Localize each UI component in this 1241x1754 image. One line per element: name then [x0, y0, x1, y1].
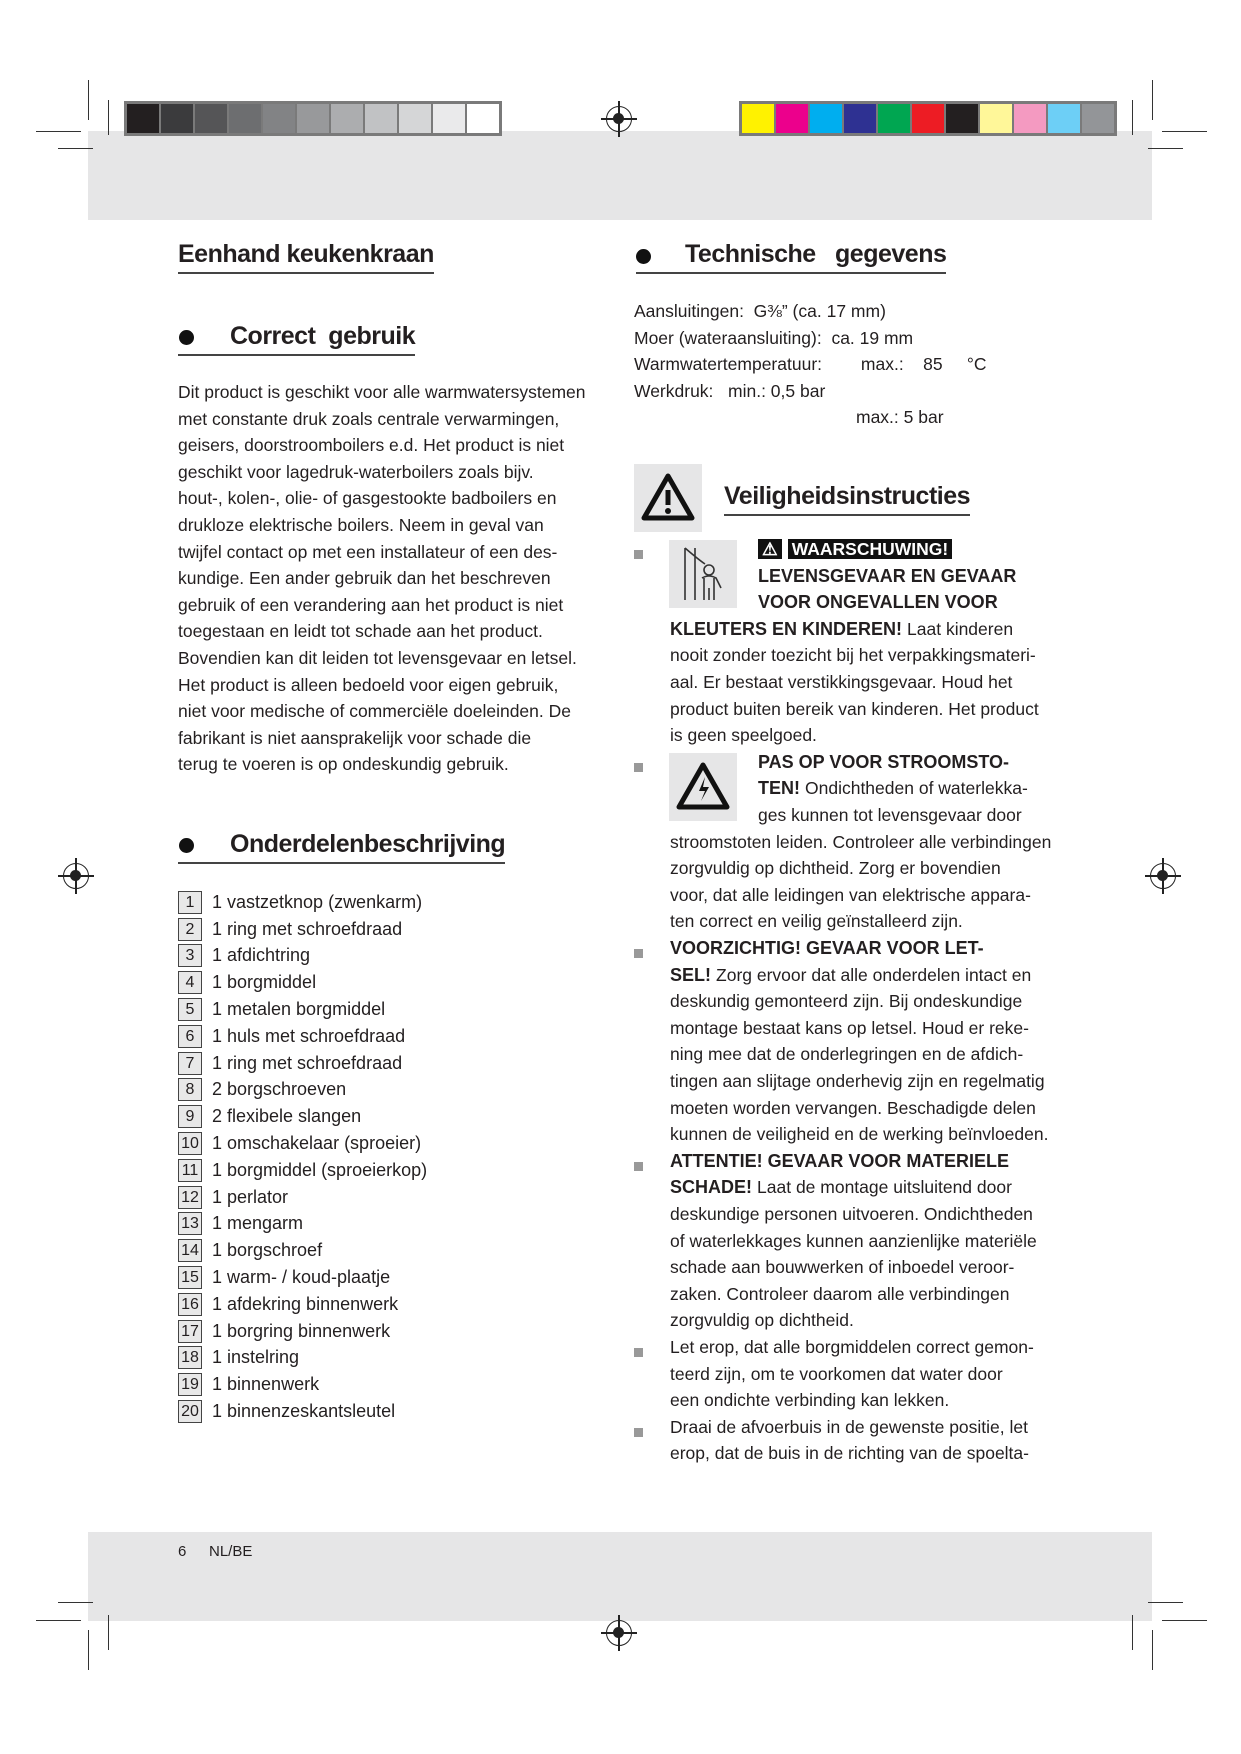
paragraph-line: geisers, doorstroomboilers e.d. Het product is niet	[178, 435, 565, 456]
body-text: montage bestaat kans op letsel. Houd er reke-	[670, 1017, 1029, 1038]
color-swatch	[161, 104, 193, 133]
registration-mark-icon	[606, 106, 632, 132]
instruction-line	[670, 855, 1001, 882]
body-text: stroomstoten leiden. Controleer alle verbindingen	[670, 831, 1052, 852]
child-hazard-icon	[669, 540, 737, 608]
instruction-line	[670, 829, 1051, 856]
color-swatch	[127, 104, 159, 133]
section-heading-parts: Onderdelenbeschrijving	[178, 830, 505, 864]
spec-line: max.: 5 bar	[856, 407, 944, 428]
color-swatch	[331, 104, 363, 133]
paragraph-line: twijfel contact op met een installateur of een des-	[178, 541, 558, 562]
instruction-line	[670, 1334, 1034, 1361]
list-item	[178, 1130, 427, 1157]
body-text: deskundig gemonteerd zijn. Bij ondeskundige	[670, 991, 1023, 1012]
body-text: product buiten bereik van kinderen. Het product	[670, 698, 1039, 719]
paragraph-line: drukloze elektrische boilers. Neem in geval van	[178, 514, 544, 535]
part-number-badge: 1	[178, 891, 202, 914]
part-description: 1 huls met schroefdraad	[212, 1025, 406, 1046]
language-code: NL/BE	[209, 1543, 253, 1560]
crop-mark	[108, 1615, 109, 1650]
page-number: 6	[178, 1543, 187, 1560]
emphasis-text: ATTENTIE! GEVAAR VOOR MATERIELE	[670, 1150, 1010, 1171]
body-text: nooit zonder toezicht bij het verpakkingsmateri-	[670, 645, 1036, 666]
instruction-line	[670, 988, 1022, 1015]
crop-mark	[1132, 100, 1133, 135]
part-description: 1 borgmiddel	[212, 972, 317, 993]
registration-mark-icon	[63, 863, 89, 889]
part-description: 2 borgschroeven	[212, 1079, 347, 1100]
emphasis-text: TEN!	[758, 778, 805, 799]
body-text: teerd zijn, om te voorkomen dat water door	[670, 1363, 1003, 1384]
crop-mark	[88, 1630, 89, 1670]
part-number-badge: 8	[178, 1078, 202, 1101]
crop-mark	[36, 131, 81, 132]
paragraph-line: niet voor medische of commerciële doeleinden. De	[178, 701, 571, 722]
list-item	[178, 1211, 427, 1238]
warning-icon	[634, 464, 702, 532]
part-description: 1 borgschroef	[212, 1240, 323, 1261]
body-text: kunnen de veiligheid en de werking beïnvloeden.	[670, 1124, 1049, 1145]
electric-hazard-icon	[669, 753, 737, 821]
instruction-line	[758, 749, 1009, 776]
list-item	[178, 1371, 427, 1398]
body-text: Let erop, dat alle borgmiddelen correct gemon-	[670, 1337, 1034, 1357]
list-item	[178, 1345, 427, 1372]
color-swatch	[297, 104, 329, 133]
section-heading-technical-data: Technische gegevens	[636, 240, 946, 274]
color-swatch	[399, 104, 431, 133]
emphasis-text: VOORZICHTIG! GEVAAR VOOR LET-	[670, 938, 984, 958]
list-item	[178, 943, 427, 970]
list-bullet-icon	[634, 1348, 643, 1357]
crop-mark	[1162, 1620, 1207, 1621]
instruction-line	[670, 1095, 1036, 1122]
spec-line: Aansluitingen: G⅜” (ca. 17 mm)	[634, 301, 886, 321]
part-number-badge: 17	[178, 1320, 202, 1343]
part-number-badge: 4	[178, 971, 202, 994]
instruction-line	[670, 1174, 1012, 1201]
part-description: 1 afdekring binnenwerk	[212, 1293, 399, 1314]
warning-label	[758, 536, 952, 563]
part-number-badge: 9	[178, 1105, 202, 1128]
list-item	[178, 1023, 427, 1050]
crop-mark	[108, 100, 109, 135]
part-number-badge: 11	[178, 1159, 202, 1182]
part-description: 1 omschakelaar (sproeier)	[212, 1133, 422, 1154]
instruction-line	[670, 1121, 1048, 1148]
part-number-badge: 13	[178, 1212, 202, 1235]
color-swatch	[810, 104, 842, 133]
body-text: zorgvuldig op dichtheid.	[670, 1310, 854, 1331]
crop-mark	[36, 1620, 81, 1621]
body-text: een ondichte verbinding kan lekken.	[670, 1390, 950, 1411]
correct-use-paragraph	[178, 379, 586, 778]
spec-line: Moer (wateraansluiting): ca. 19 mm	[634, 327, 914, 348]
list-item	[178, 1157, 427, 1184]
part-number-badge: 6	[178, 1025, 202, 1048]
list-item	[178, 1264, 427, 1291]
color-swatch	[912, 104, 944, 133]
color-swatch	[946, 104, 978, 133]
crop-mark	[1148, 1602, 1183, 1603]
list-item	[178, 889, 427, 916]
body-text: deskundige personen uitvoeren. Ondichtheden	[670, 1204, 1033, 1224]
body-text: of waterlekkages kunnen aanzienlijke materiële	[670, 1230, 1037, 1251]
instruction-line	[758, 589, 998, 616]
paragraph-line: hout-, kolen-, olie- of gasgestookte badboilers en	[178, 488, 557, 509]
instruction-line	[758, 563, 1016, 590]
body-text: tingen aan slijtage onderhevig zijn en regelmatig	[670, 1071, 1045, 1091]
instruction-line	[670, 1201, 1033, 1228]
section-heading-safety: Veiligheidsinstructies	[724, 482, 970, 516]
instruction-line	[670, 908, 963, 935]
color-swatch	[742, 104, 774, 133]
color-swatch	[776, 104, 808, 133]
color-swatch	[195, 104, 227, 133]
body-text: Ondichtheden of waterlekka-	[805, 778, 1028, 799]
list-bullet-icon	[634, 949, 643, 958]
part-number-badge: 19	[178, 1373, 202, 1396]
emphasis-text: LEVENSGEVAAR EN GEVAAR	[758, 565, 1017, 586]
process-color-bar	[739, 101, 1117, 136]
part-number-badge: 5	[178, 998, 202, 1021]
instruction-line	[758, 802, 1022, 829]
paragraph-line: fabrikant is niet aansprakelijk voor schade die	[178, 727, 532, 748]
paragraph-line: gebruik of een verandering aan het product is niet	[178, 594, 564, 615]
paragraph-line: Dit product is geschikt voor alle warmwatersystemen	[178, 382, 586, 402]
body-text: zorgvuldig op dichtheid. Zorg er bovendien	[670, 858, 1001, 879]
body-text: Zorg ervoor dat alle onderdelen intact en	[716, 964, 1032, 985]
list-bullet-icon	[634, 1162, 643, 1171]
instruction-line	[670, 1307, 854, 1334]
crop-mark	[1152, 1630, 1153, 1670]
instruction-line	[670, 882, 1031, 909]
list-item	[178, 1184, 427, 1211]
crop-mark	[58, 148, 93, 149]
list-item	[178, 969, 427, 996]
crop-mark	[1162, 131, 1207, 132]
part-number-badge: 2	[178, 918, 202, 941]
grayscale-color-bar	[124, 101, 502, 136]
paragraph-line: toegestaan en leidt tot schade aan het product.	[178, 621, 543, 642]
instruction-line	[758, 775, 1028, 802]
instruction-line	[670, 616, 1013, 643]
emphasis-text: KLEUTERS EN KINDEREN!	[670, 618, 908, 639]
body-text: ten correct en veilig geïnstalleerd zijn.	[670, 911, 963, 932]
part-description: 1 borgmiddel (sproeierkop)	[212, 1159, 428, 1180]
color-swatch	[229, 104, 261, 133]
color-swatch	[1048, 104, 1080, 133]
registration-mark-icon	[1150, 863, 1176, 889]
instruction-line	[670, 1015, 1029, 1042]
technical-data	[634, 298, 987, 431]
color-swatch	[263, 104, 295, 133]
body-text: is geen speelgoed.	[670, 725, 817, 746]
crop-mark	[1132, 1615, 1133, 1650]
color-swatch	[365, 104, 397, 133]
emphasis-text: PAS OP VOOR STROOMSTO-	[758, 751, 1010, 772]
body-text: Draai de afvoerbuis in de gewenste positie, let	[670, 1416, 1028, 1437]
page-title: Eenhand keukenkraan	[178, 240, 434, 274]
part-number-badge: 14	[178, 1239, 202, 1262]
paragraph-line: met constante druk zoals centrale verwarmingen,	[178, 408, 560, 429]
part-description: 2 flexibele slangen	[212, 1106, 362, 1127]
instruction-line	[670, 1068, 1045, 1095]
instruction-line	[670, 669, 1012, 696]
body-text: aal. Er bestaat verstikkingsgevaar. Houd het	[670, 672, 1013, 692]
instruction-line	[670, 935, 984, 962]
crop-mark	[58, 1602, 93, 1603]
part-number-badge: 15	[178, 1266, 202, 1289]
instruction-line	[670, 1228, 1037, 1255]
part-description: 1 ring met schroefdraad	[212, 1052, 403, 1073]
body-text: voor, dat alle leidingen van elektrische appara-	[670, 884, 1031, 905]
part-description: 1 warm- / koud-plaatje	[212, 1267, 391, 1288]
instruction-line	[670, 1041, 1023, 1068]
part-description: 1 instelring	[212, 1347, 300, 1368]
instruction-line	[670, 1440, 1029, 1467]
warning-triangle-icon: ⚠	[758, 539, 782, 559]
spec-line: Werkdruk: min.: 0,5 bar	[634, 380, 826, 401]
instruction-line	[670, 1281, 1010, 1308]
color-swatch	[467, 104, 499, 133]
list-item	[178, 1050, 427, 1077]
part-description: 1 mengarm	[212, 1213, 304, 1234]
part-description: 1 binnenwerk	[212, 1374, 320, 1395]
part-description: 1 borgring binnenwerk	[212, 1320, 391, 1341]
emphasis-text: SEL!	[670, 964, 717, 985]
list-item	[178, 1237, 427, 1264]
part-number-badge: 20	[178, 1400, 202, 1423]
list-item	[178, 1077, 427, 1104]
part-description: 1 binnenzeskantsleutel	[212, 1401, 396, 1422]
instruction-line	[670, 1361, 1003, 1388]
part-description: 1 perlator	[212, 1186, 289, 1207]
color-swatch	[433, 104, 465, 133]
emphasis-text: VOOR ONGEVALLEN VOOR	[758, 592, 998, 613]
part-number-badge: 18	[178, 1346, 202, 1369]
part-description: 1 afdichtring	[212, 945, 311, 966]
spec-line: Warmwatertemperatuur: max.: 85 °C	[634, 354, 987, 375]
body-text: Laat kinderen	[907, 618, 1014, 639]
list-item	[178, 1291, 427, 1318]
instruction-line	[670, 1387, 949, 1414]
part-number-badge: 10	[178, 1132, 202, 1155]
instruction-line	[670, 962, 1031, 989]
list-item	[178, 996, 427, 1023]
instruction-line	[670, 1414, 1028, 1441]
list-item	[178, 1103, 427, 1130]
instruction-line	[670, 1148, 1009, 1175]
part-number-badge: 12	[178, 1186, 202, 1209]
crop-mark	[88, 80, 89, 120]
crop-mark	[1148, 148, 1183, 149]
part-description: 1 metalen borgmiddel	[212, 999, 386, 1020]
body-text: zaken. Controleer daarom alle verbindingen	[670, 1283, 1010, 1304]
list-bullet-icon	[634, 550, 643, 559]
body-text: Laat de montage uitsluitend door	[757, 1177, 1012, 1198]
color-swatch	[1014, 104, 1046, 133]
color-swatch	[1082, 104, 1114, 133]
color-swatch	[878, 104, 910, 133]
registration-mark-icon	[606, 1620, 632, 1646]
list-item	[178, 1318, 427, 1345]
instruction-line	[670, 696, 1039, 723]
instruction-line	[670, 1254, 1014, 1281]
body-text: erop, dat de buis in de richting van de spoelta-	[670, 1443, 1029, 1464]
part-description: 1 vastzetknop (zwenkarm)	[212, 891, 423, 912]
paragraph-line: Het product is alleen bedoeld voor eigen gebruik,	[178, 674, 559, 695]
paragraph-line: geschikt voor lagedruk-waterboilers zoals bijv.	[178, 461, 534, 482]
body-text: ges kunnen tot levensgevaar door	[758, 805, 1022, 825]
list-item	[178, 916, 427, 943]
body-text: schade aan bouwwerken of inboedel veroor-	[670, 1257, 1015, 1278]
list-bullet-icon	[634, 763, 643, 772]
part-description: 1 ring met schroefdraad	[212, 918, 403, 939]
emphasis-text: SCHADE!	[670, 1177, 758, 1198]
body-text: moeten worden vervangen. Beschadigde delen	[670, 1097, 1036, 1118]
paragraph-line: terug te voeren is op ondeskundig gebruik.	[178, 754, 509, 775]
list-bullet-icon	[634, 1428, 643, 1437]
paragraph-line: Bovendien kan dit leiden tot levensgevaar en letsel.	[178, 647, 577, 668]
instruction-line	[670, 722, 817, 749]
crop-mark	[1152, 80, 1153, 120]
section-heading-correct-use: Correct gebruik	[178, 322, 415, 356]
header-band	[88, 131, 1152, 220]
part-number-badge: 7	[178, 1052, 202, 1075]
body-text: ning mee dat de onderlegringen en de afdich-	[670, 1044, 1024, 1065]
instruction-line	[670, 642, 1036, 669]
color-swatch	[844, 104, 876, 133]
parts-list	[178, 889, 427, 1425]
warning-label-text: WAARSCHUWING!	[788, 539, 953, 559]
paragraph-line: kundige. Een ander gebruik dan het beschreven	[178, 568, 551, 589]
list-item	[178, 1398, 427, 1425]
part-number-badge: 16	[178, 1293, 202, 1316]
color-swatch	[980, 104, 1012, 133]
part-number-badge: 3	[178, 944, 202, 967]
